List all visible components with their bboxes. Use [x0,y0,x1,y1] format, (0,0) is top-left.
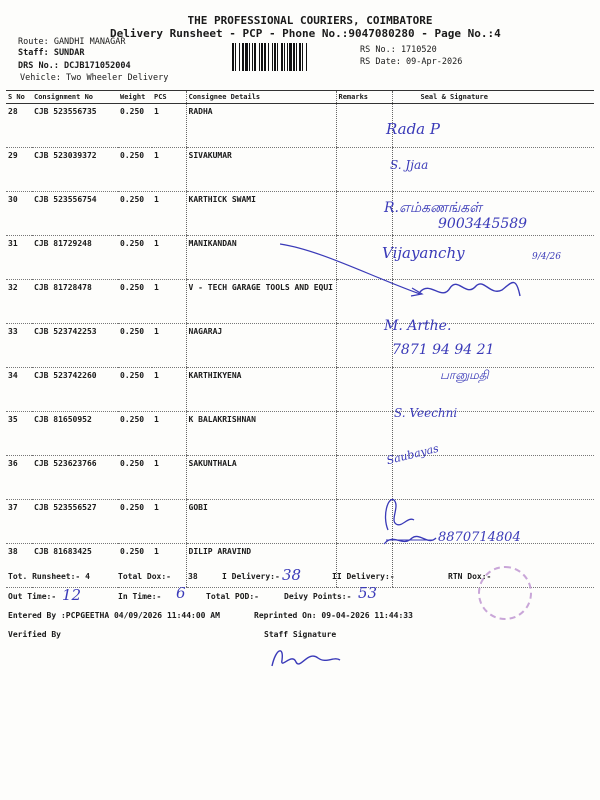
row-weight: 0.250 [118,236,152,280]
row-consignment: CJB 523623766 [32,456,118,500]
runsheet-table [6,90,594,588]
row-consignee: SAKUNTHALA [186,456,336,500]
row-weight: 0.250 [118,192,152,236]
total-dox-value: 38 [188,572,198,581]
in-time-label: In Time:- [118,592,162,601]
verified-by: Verified By [8,630,61,639]
col-consignee: Consignee Details [186,91,336,104]
row-consignment: CJB 523039372 [32,148,118,192]
handwritten-signature-35: S. Veechni [394,406,458,420]
i-delivery-handwritten: 38 [282,566,302,584]
row-weight: 0.250 [118,280,152,324]
row-sno: 38 [6,544,32,588]
handwritten-signature-33: M. Arthe. [384,318,452,334]
row-consignee: RADHA [186,104,336,148]
row-sno: 35 [6,412,32,456]
row-pcs: 1 [152,456,186,500]
row-consignment: CJB 81683425 [32,544,118,588]
row-sno: 37 [6,500,32,544]
vehicle-label: Vehicle: Two Wheeler Delivery [20,73,169,83]
row-consignee: DILIP ARAVIND [186,544,336,588]
out-time-handwritten: 12 [62,586,82,604]
handwritten-scribble-32 [280,236,540,316]
col-consignment: Consignment No [32,91,118,104]
row-consignment: CJB 523742253 [32,324,118,368]
col-weight: Weight [118,91,152,104]
row-weight: 0.250 [118,500,152,544]
row-signature [392,456,594,500]
row-consignee: NAGARAJ [186,324,336,368]
table-row [6,104,594,148]
row-sno: 34 [6,368,32,412]
table-row [6,412,594,456]
entered-by: Entered By :PCPGEETHA 04/09/2026 11:44:00 AM [8,611,220,620]
row-weight: 0.250 [118,324,152,368]
row-pcs: 1 [152,280,186,324]
handwritten-scribble-38 [382,530,438,550]
handwritten-phone-30: 9003445589 [438,216,528,232]
route-label: Route: GANDHI MANAGAR [18,37,126,47]
reprinted-on: Reprinted On: 09-04-2026 11:44:33 [254,611,413,620]
row-pcs: 1 [152,236,186,280]
row-signature [392,368,594,412]
row-remarks [336,148,392,192]
row-consignee: SIVAKUMAR [186,148,336,192]
row-sno: 36 [6,456,32,500]
table-row [6,368,594,412]
row-sno: 32 [6,280,32,324]
row-remarks [336,368,392,412]
row-pcs: 1 [152,148,186,192]
handwritten-signature-31: Vijayanchy [382,244,465,262]
handwritten-signature-30: R.எம்கணங்கள் [384,200,482,216]
row-sno: 33 [6,324,32,368]
table-row [6,324,594,368]
col-remarks: Remarks [336,91,392,104]
row-weight: 0.250 [118,148,152,192]
table-row [6,456,594,500]
row-consignment: CJB 523556735 [32,104,118,148]
handwritten-date-31: 9/4/26 [532,252,561,262]
handwritten-signature-29: S. Jjaa [390,158,429,172]
row-consignee: V - TECH GARAGE TOOLS AND EQUI [186,280,336,324]
total-dox-label: Total Dox:- [118,572,171,581]
row-consignee: GOBI [186,500,336,544]
row-pcs: 1 [152,368,186,412]
i-delivery-label: I Delivery:- [222,572,280,581]
col-sno: S No [6,91,32,104]
rtn-dox-label: RTN Dox:- [448,572,492,581]
handwritten-phone-38: 8870714804 [438,530,521,545]
out-time-label: Out Time:- [8,592,57,601]
row-sno: 30 [6,192,32,236]
table-row [6,148,594,192]
delivery-points-handwritten: 53 [358,584,378,602]
row-consignment: CJB 81650952 [32,412,118,456]
rs-number: RS No.: 1710520 [360,45,437,55]
col-pcs: PCS [152,91,186,104]
row-pcs: 1 [152,104,186,148]
row-consignee: K BALAKRISHNAN [186,412,336,456]
company-name: THE PROFESSIONAL COURIERS, COIMBATORE [187,14,433,27]
row-weight: 0.250 [118,412,152,456]
handwritten-signature-36: Saubayas [385,441,440,468]
rs-date: RS Date: 09-Apr-2026 [360,57,463,67]
row-consignment: CJB 81728478 [32,280,118,324]
row-consignment: CJB 523742260 [32,368,118,412]
drs-label: DRS No.: DCJB171052004 [18,61,131,71]
table-header-row [6,91,594,104]
handwritten-signature-28: Rada P [386,120,440,138]
ii-delivery-label: II Delivery:- [332,572,395,581]
row-sno: 31 [6,236,32,280]
handwritten-signature-34: பானுமதி [440,368,489,382]
row-sno: 29 [6,148,32,192]
barcode-image [232,43,356,71]
handwritten-phone-33: 7871 94 94 21 [392,342,495,358]
row-consignment: CJB 523556527 [32,500,118,544]
col-seal-signature: Seal & Signature [392,91,594,104]
row-weight: 0.250 [118,368,152,412]
runsheet-subtitle: Delivery Runsheet - PCP - Phone No.:9047080280 - Page No.:4 [110,27,501,40]
staff-label: Staff: SUNDAR [18,48,85,58]
row-pcs: 1 [152,412,186,456]
row-pcs: 1 [152,324,186,368]
row-sno: 28 [6,104,32,148]
total-pod-label: Total POD:- [206,592,259,601]
row-consignee: KARTHICK SWAMI [186,192,336,236]
delivery-points-label: Deivy Points:- [284,592,352,601]
row-consignment: CJB 523556754 [32,192,118,236]
total-runsheet: Tot. Runsheet:- 4 [8,572,90,581]
row-pcs: 1 [152,544,186,588]
row-consignee: KARTHIKYENA [186,368,336,412]
faded-stamp [478,566,532,620]
row-weight: 0.250 [118,544,152,588]
row-weight: 0.250 [118,104,152,148]
staff-signature-scribble [266,640,346,674]
row-consignment: CJB 81729248 [32,236,118,280]
row-remarks [336,104,392,148]
row-pcs: 1 [152,192,186,236]
in-time-handwritten: 6 [176,584,186,602]
row-remarks [336,412,392,456]
row-weight: 0.250 [118,456,152,500]
row-pcs: 1 [152,500,186,544]
row-consignee: MANIKANDAN [186,236,336,280]
staff-signature-label: Staff Signature [264,630,337,639]
